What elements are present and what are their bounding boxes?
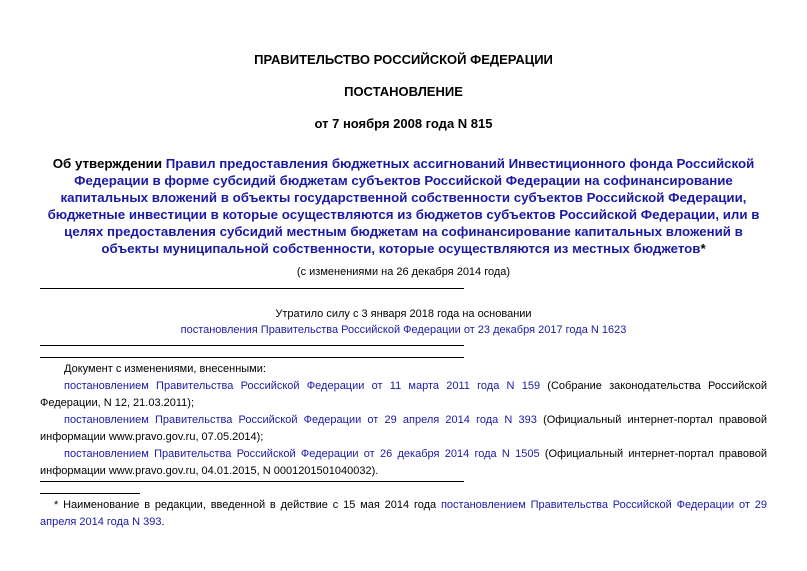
change-source: (Официальный интернет-портал правовой информации www.pravo.gov.ru, 07.05.2014); <box>40 414 768 443</box>
title-footnote-mark: * <box>700 241 706 256</box>
change-source: (Официальный интернет-портал правовой информации www.pravo.gov.ru, 04.01.2015, N 0001201501040032). <box>40 448 767 477</box>
footnote <box>40 497 767 531</box>
title-rules-link[interactable]: Правил предоставления бюджетных ассигнований Инвестиционного фонда Российской Федерации в форме субсидий бюджетам субъектов Российской Федерации на софинансирование капитальных вложений в объекты государственной собственности субъектов Российской Федерации, бюджетные инвестиции в которые осуществляются из бюджетов субъектов Российской Федерации, или в целях предоставления субсидий местным бюджетам на софинансирование капитальных вложений в объекты муниципальной собственности, которые осуществляются из местных бюджетов <box>47 156 760 256</box>
separator-line <box>40 345 464 346</box>
document-date-number: от 7 ноября 2008 года N 815 <box>314 116 493 131</box>
change-source: (Собрание законодательства Российской Федерации, N 12, 21.03.2011); <box>40 380 767 409</box>
expired-basis-link[interactable]: постановления Правительства Российской Федерации от 23 декабря 2017 года N 1623 <box>180 324 627 336</box>
expired-notice: Утратило силу с 3 января 2018 года на основании <box>275 308 532 320</box>
document-title <box>40 155 767 257</box>
change-link-1505[interactable]: постановлением Правительства Российской Федерации от 26 декабря 2014 года N 1505 <box>64 448 540 460</box>
change-link-159[interactable]: постановлением Правительства Российской Федерации от 11 марта 2011 года N 159 <box>64 380 541 392</box>
footnote-separator <box>40 493 140 494</box>
amendment-note: (с изменениями на 26 декабря 2014 года) <box>296 266 511 278</box>
change-link-393[interactable]: постановлением Правительства Российской Федерации от 29 апреля 2014 года N 393 <box>64 414 537 426</box>
separator-line <box>40 357 464 358</box>
separator-line <box>40 288 464 289</box>
footnote-text: * Наименование в редакции, введенной в действие с 15 мая 2014 года <box>54 499 441 511</box>
footnote-link-393[interactable]: постановлением Правительства Российской Федерации от 29 апреля 2014 года N 393 <box>40 499 767 528</box>
separator-line <box>40 481 464 482</box>
change-item <box>40 378 767 412</box>
changes-intro: Документ с изменениями, внесенными: <box>64 363 266 375</box>
title-prefix: Об утверждении <box>52 156 166 171</box>
change-item <box>40 412 767 446</box>
government-heading: ПРАВИТЕЛЬСТВО РОССИЙСКОЙ ФЕДЕРАЦИИ <box>254 52 553 67</box>
change-item <box>40 446 767 480</box>
footnote-end: . <box>161 516 165 528</box>
document-type: ПОСТАНОВЛЕНИЕ <box>344 84 463 99</box>
